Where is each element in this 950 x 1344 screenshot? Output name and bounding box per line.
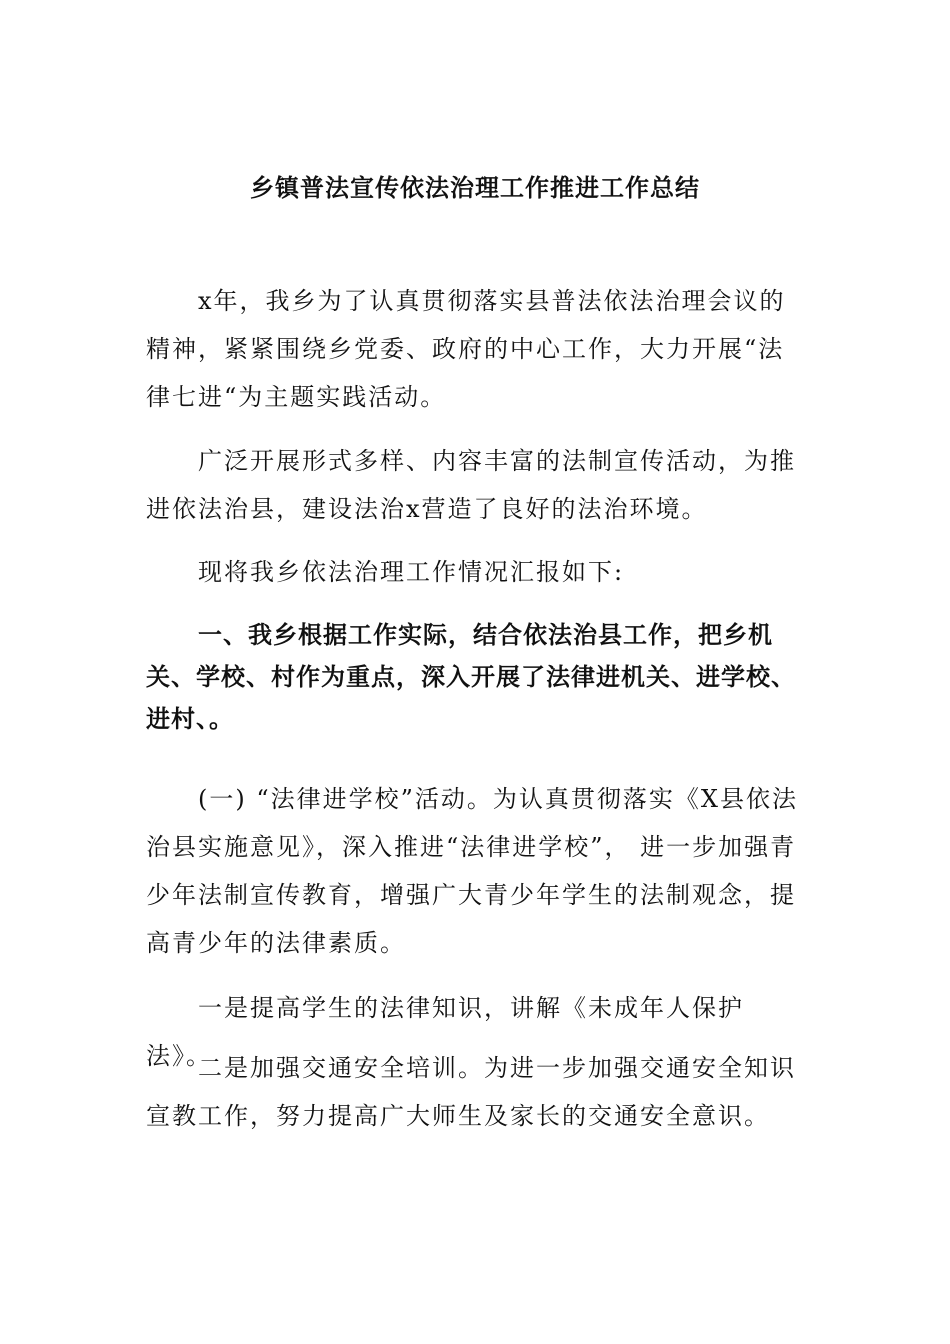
paragraph-item-1: 一是提高学生的法律知识，讲解《未成年人保护法》。 bbox=[146, 994, 744, 1070]
paragraph-item-2: 二是加强交通安全培训。为进一步加强交通安全知识宣教工作，努力提高广大师生及家长的交通安全意识。 bbox=[146, 1054, 796, 1130]
document-title: 乡镇普法宣传依法治理工作推进工作总结 bbox=[250, 173, 700, 202]
paragraph-intro: x年，我乡为了认真贯彻落实县普法依法治理会议的精神，紧紧围绕乡党委、政府的中心工作，大力开展“法律七进“为主题实践活动。 bbox=[146, 287, 786, 411]
paragraph-law-into-schools: (一) “法律进学校”活动。为认真贯彻落实《X县依法治县实施意见》，深入推进“法律进学校”， 进一步加强青少年法制宣传教育，增强广大青少年学生的法制观念，提高青少年的法律素质。 bbox=[146, 785, 798, 957]
section-heading-1: 一、我乡根据工作实际，结合依法治县工作，把乡机关、学校、村作为重点，深入开展了法律进机关、进学校、进村、。 bbox=[146, 620, 796, 733]
paragraph-activities: 广泛开展形式多样、内容丰富的法制宣传活动，为推进依法治县，建设法治x营造了良好的法治环境。 bbox=[146, 447, 796, 523]
paragraph-report-lead: 现将我乡依法治理工作情况汇报如下: bbox=[198, 558, 625, 586]
